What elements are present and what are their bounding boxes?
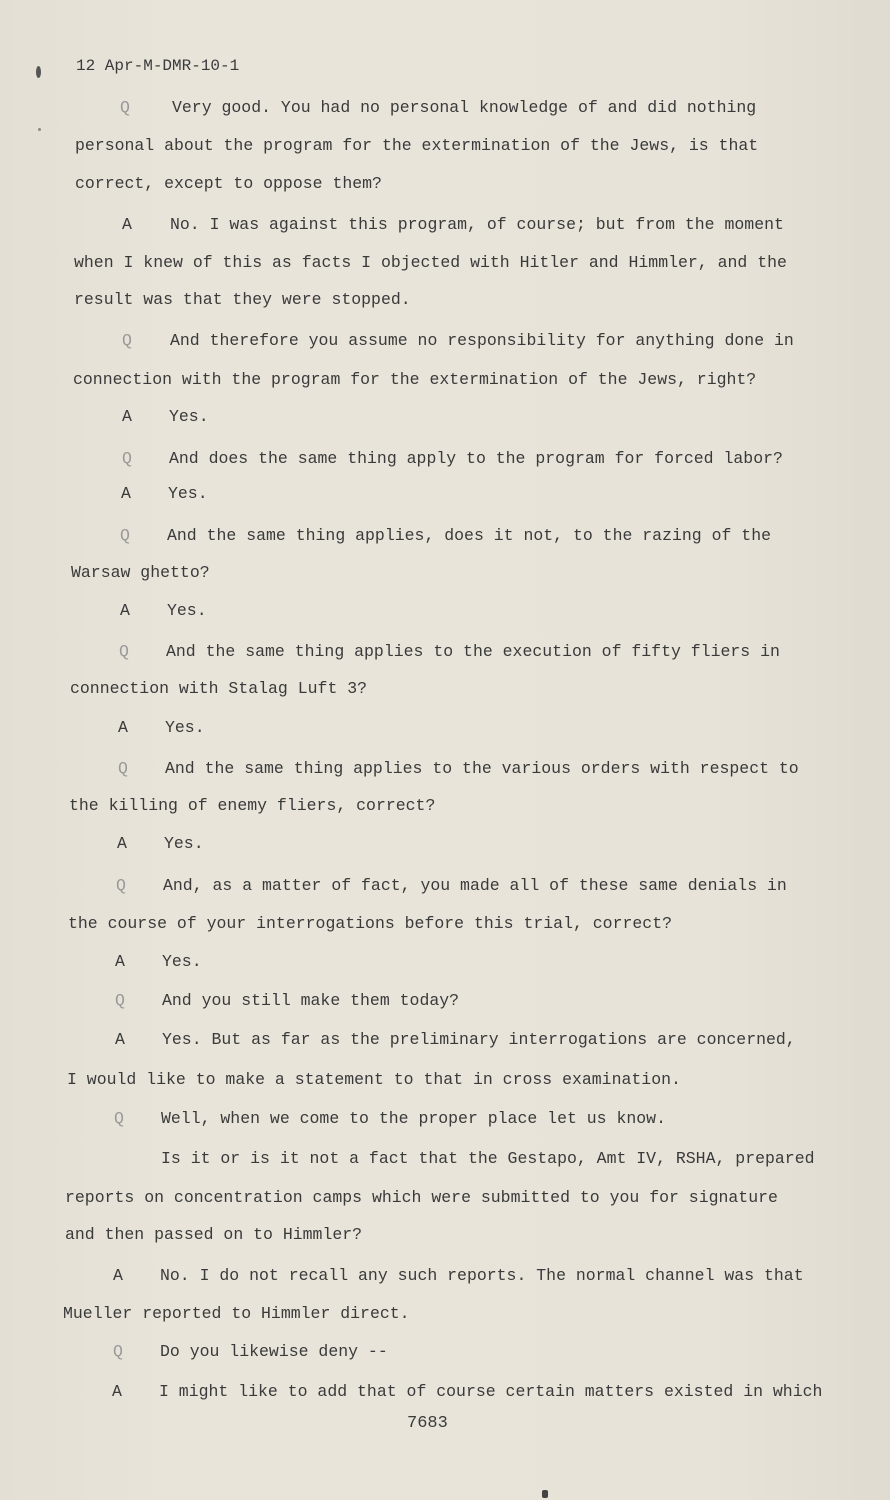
speaker-label: Q (115, 991, 125, 1010)
line-20 (117, 834, 204, 854)
line-1 (120, 98, 756, 118)
line-7 (122, 331, 794, 351)
page-number: 7683 (407, 1414, 448, 1433)
line-17 (118, 718, 205, 738)
line-19 (69, 796, 435, 816)
line-29 (65, 1188, 778, 1208)
speaker-label: Q (120, 98, 130, 117)
line-text: Mueller reported to Himmler direct. (63, 1304, 410, 1323)
line-text: And therefore you assume no responsibility for anything done in (170, 331, 794, 350)
speaker-label: Q (122, 449, 132, 468)
line-text: reports on concentration camps which were submitted to you for signature (65, 1188, 778, 1207)
line-text: And, as a matter of fact, you made all of these same denials in (163, 876, 787, 895)
line-text: and then passed on to Himmler? (65, 1225, 363, 1244)
line-text: result was that they were stopped. (74, 290, 411, 309)
line-32 (63, 1304, 410, 1324)
line-text: connection with the program for the extermination of the Jews, right? (73, 370, 757, 389)
line-text: Warsaw ghetto? (71, 563, 210, 582)
bottom-speck (542, 1490, 548, 1498)
speaker-label: A (112, 1382, 122, 1401)
speaker-label: A (115, 1030, 125, 1049)
line-12 (120, 526, 771, 546)
line-text: personal about the program for the extermination of the Jews, is that (75, 136, 759, 155)
line-13 (71, 563, 210, 583)
speaker-label: Q (118, 759, 128, 778)
line-text: And the same thing applies, does it not, to the razing of the (167, 526, 771, 545)
document-header: 12 Apr-M-DMR-10-1 (76, 57, 240, 75)
line-10 (122, 449, 783, 469)
line-8 (73, 370, 756, 390)
speaker-label: A (118, 718, 128, 737)
margin-punch-mark (36, 66, 41, 78)
line-4 (122, 215, 784, 235)
margin-speck (38, 128, 41, 131)
line-text: the killing of enemy fliers, correct? (69, 796, 436, 815)
line-text: Yes. (164, 834, 204, 853)
line-34 (112, 1382, 822, 1402)
line-3 (75, 174, 382, 194)
line-28 (114, 1149, 815, 1169)
line-text: I would like to make a statement to that in cross examination. (67, 1070, 681, 1089)
line-text: Yes. (162, 952, 202, 971)
speaker-label: Q (119, 642, 129, 661)
speaker-label: A (113, 1266, 123, 1285)
speaker-label: A (121, 484, 131, 503)
line-5 (74, 253, 787, 273)
line-21 (116, 876, 787, 896)
line-6 (74, 290, 411, 310)
line-23 (115, 952, 202, 972)
line-text: Very good. You had no personal knowledge of and did nothing (172, 98, 757, 117)
line-text: Well, when we come to the proper place let us know. (161, 1109, 666, 1128)
line-text: Do you likewise deny -- (160, 1342, 388, 1361)
line-text: And you still make them today? (162, 991, 460, 1010)
speaker-label: Q (122, 331, 132, 350)
speaker-label: Q (113, 1342, 123, 1361)
line-33 (113, 1342, 388, 1362)
line-text: No. I do not recall any such reports. The normal channel was that (160, 1266, 804, 1285)
speaker-label: Q (116, 876, 126, 895)
line-text: And does the same thing apply to the program for forced labor? (169, 449, 783, 468)
line-26 (67, 1070, 681, 1090)
line-text: Yes. (165, 718, 205, 737)
line-15 (119, 642, 780, 662)
line-text: Yes. (169, 407, 209, 426)
speaker-label: Q (114, 1109, 124, 1128)
line-22 (68, 914, 672, 934)
speaker-label: A (120, 601, 130, 620)
speaker-label: A (122, 215, 132, 234)
line-27 (114, 1109, 666, 1129)
line-text: And the same thing applies to the execution of fifty fliers in (166, 642, 780, 661)
line-text: Is it or is it not a fact that the Gestapo, Amt IV, RSHA, prepared (161, 1149, 815, 1168)
line-18 (118, 759, 799, 779)
line-text: when I knew of this as facts I objected with Hitler and Himmler, and the (74, 253, 787, 272)
line-text: And the same thing applies to the various orders with respect to (165, 759, 799, 778)
line-text: I might like to add that of course certain matters existed in which (159, 1382, 823, 1401)
line-11 (121, 484, 208, 504)
line-9 (122, 407, 209, 427)
line-2 (75, 136, 758, 156)
speaker-label: A (117, 834, 127, 853)
speaker-label: A (122, 407, 132, 426)
line-31 (113, 1266, 804, 1286)
line-text: connection with Stalag Luft 3? (70, 679, 368, 698)
line-text: Yes. (168, 484, 208, 503)
line-14 (120, 601, 207, 621)
speaker-label: A (115, 952, 125, 971)
line-24 (115, 991, 459, 1011)
line-text: Yes. (167, 601, 207, 620)
line-text: the course of your interrogations before this trial, correct? (68, 914, 672, 933)
line-text: correct, except to oppose them? (75, 174, 382, 193)
line-25 (115, 1030, 796, 1050)
line-16 (70, 679, 367, 699)
line-text: Yes. But as far as the preliminary interrogations are concerned, (162, 1030, 796, 1049)
line-text: No. I was against this program, of course; but from the moment (170, 215, 784, 234)
speaker-label: Q (120, 526, 130, 545)
line-30 (65, 1225, 362, 1245)
